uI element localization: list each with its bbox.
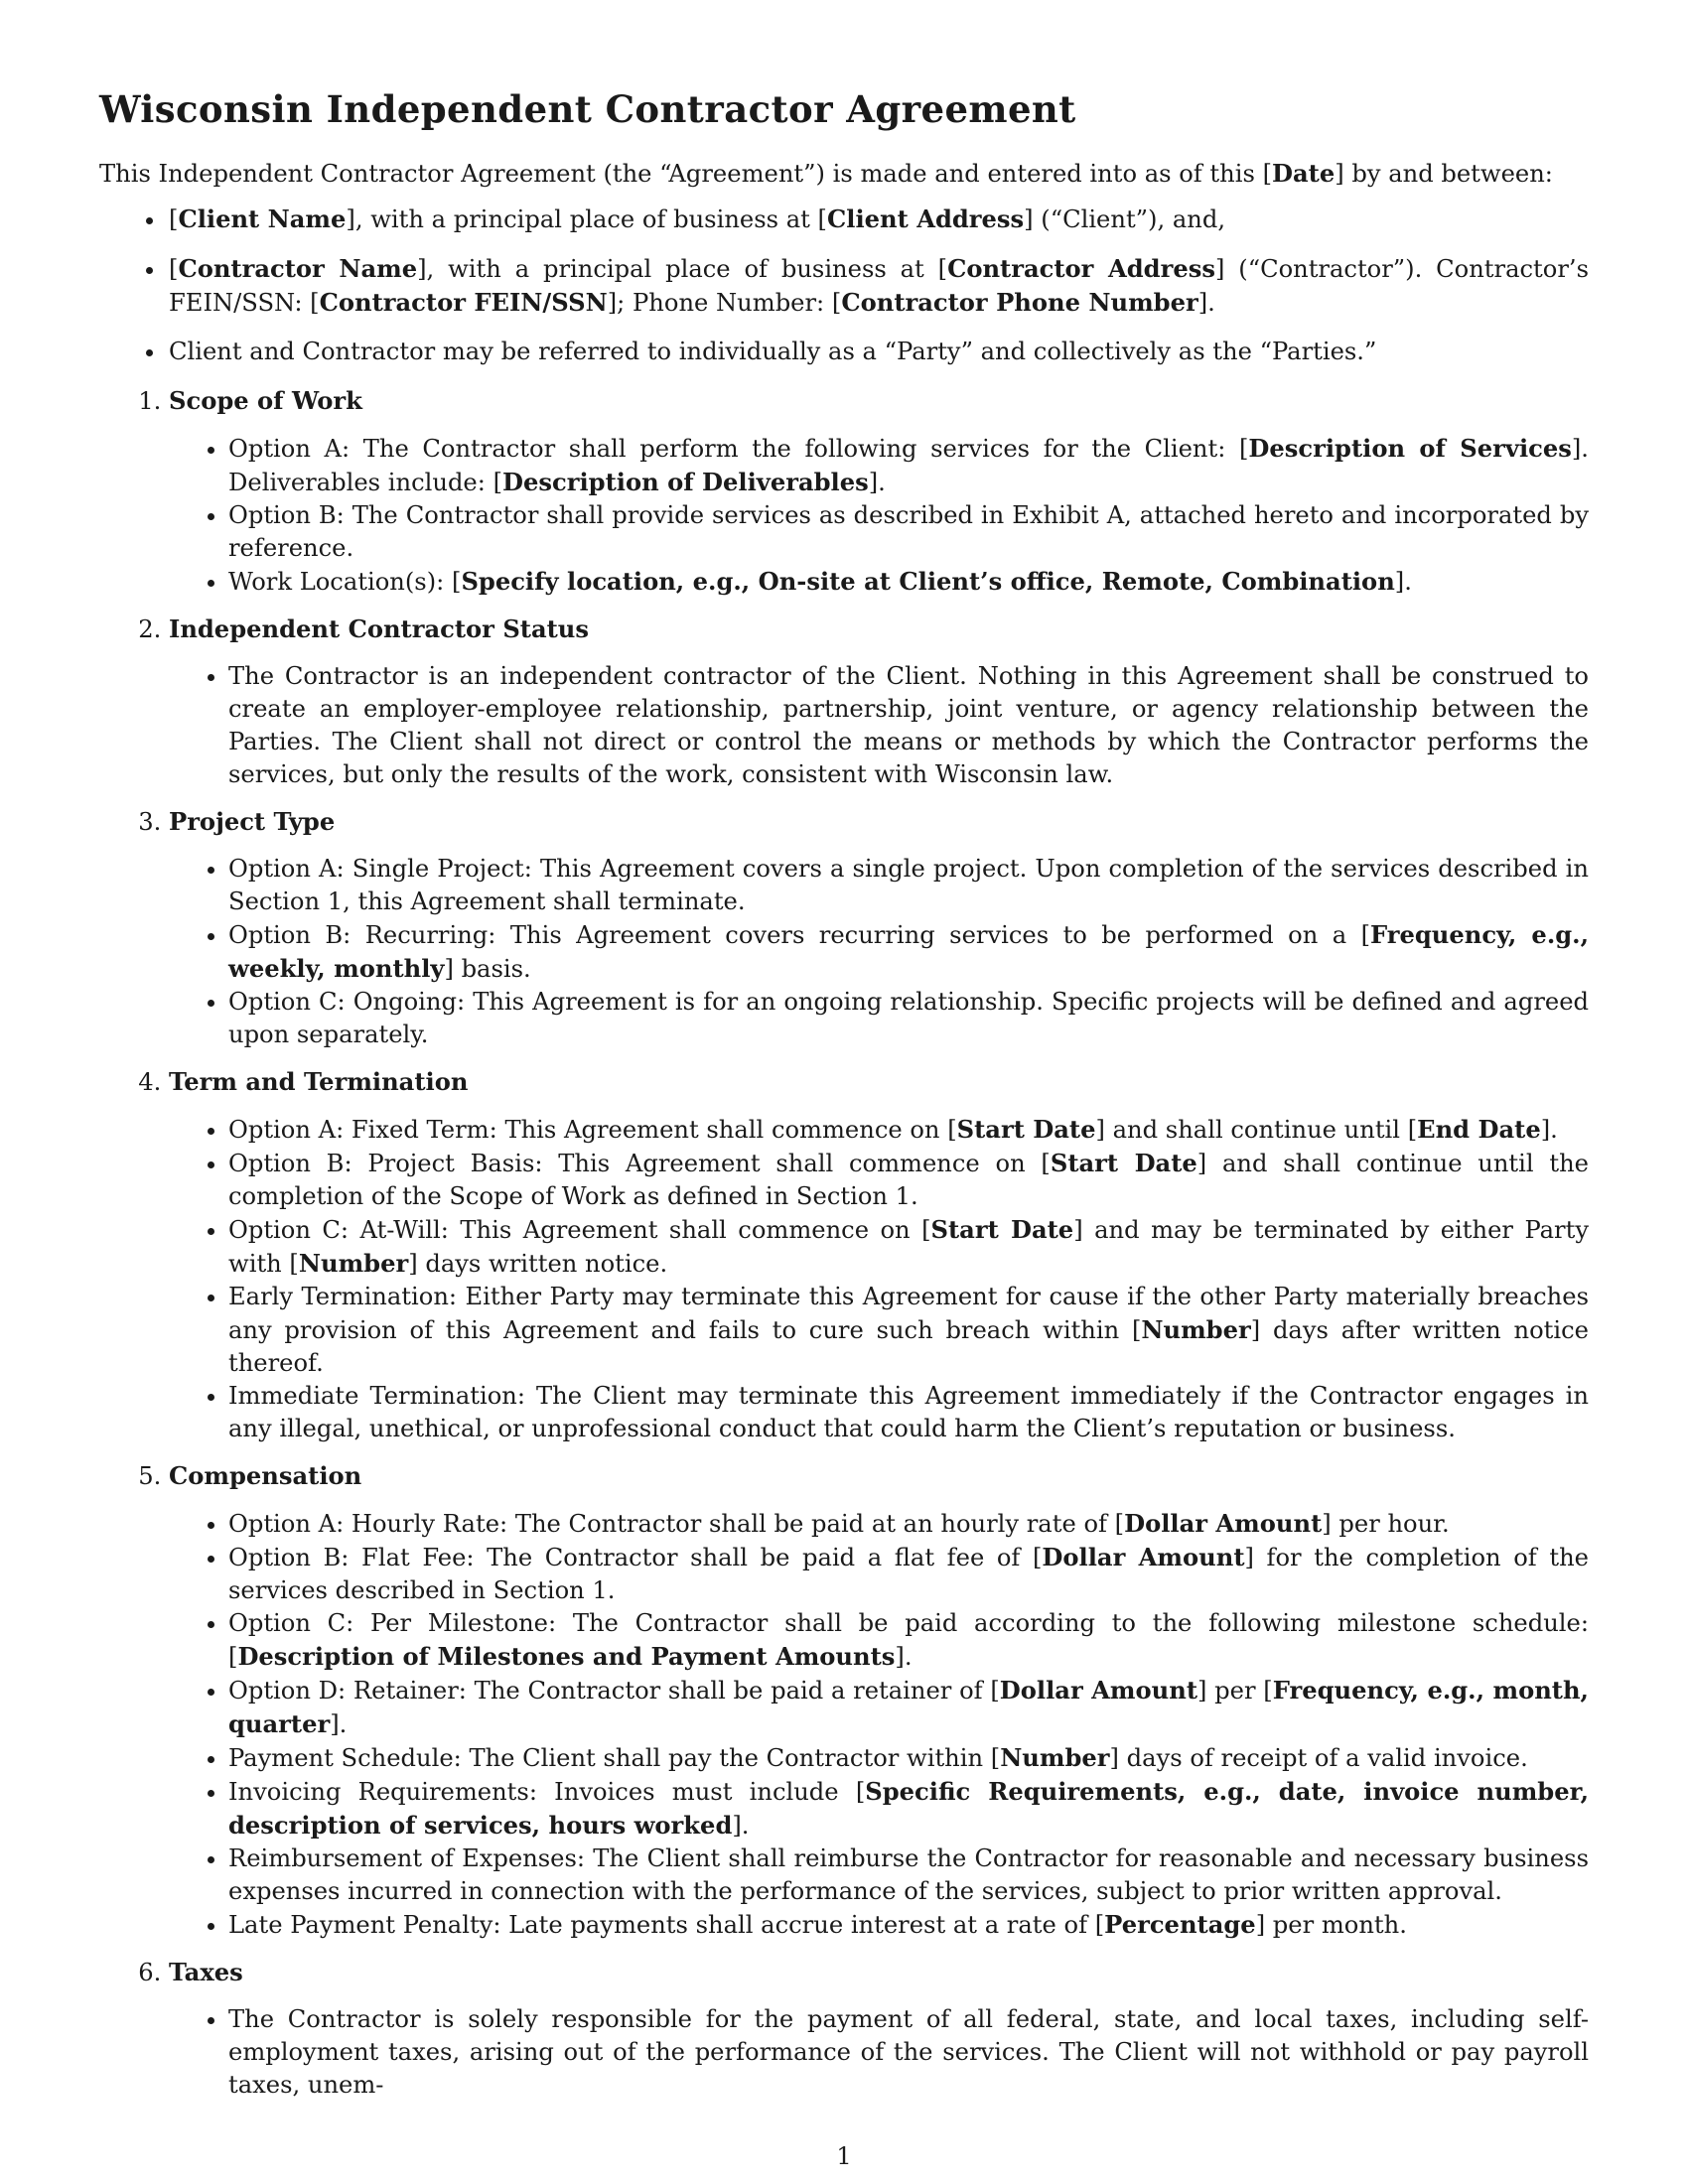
- section-1: [169, 384, 1589, 599]
- text-run: Option C: Per Milestone: The Contractor shall be paid according to the following milestone schedule: [: [228, 1609, 1589, 1671]
- document-title: Wisconsin Independent Contractor Agreement: [99, 87, 1076, 131]
- text-run: ] per month.: [1255, 1911, 1407, 1939]
- placeholder-field: Frequency, e.g., month, quarter: [228, 1676, 1589, 1738]
- text-run: ] (“Client”), and,: [1024, 205, 1226, 233]
- text-run: ], with a principal place of business at [: [417, 255, 948, 283]
- placeholder-field: Description of Deliverables: [502, 468, 869, 496]
- section-item: [228, 986, 1589, 1051]
- text-run: ] days written notice.: [408, 1250, 668, 1278]
- text-run: Client and Contractor may be referred to individually as a “Party” and collectively as the “Parties.”: [169, 338, 1377, 365]
- section-title: 4. Term and Termination: [169, 1067, 469, 1096]
- text-run: ].: [1540, 1116, 1558, 1144]
- text-run: ] and may be terminated by either Party with [: [228, 1216, 1590, 1278]
- text-run: ]. Deliverables include: [: [228, 435, 1589, 496]
- section-4: [169, 1065, 1589, 1445]
- text-run: Option C: At-Will: This Agreement shall commence on [: [228, 1216, 931, 1244]
- placeholder-field: Contractor Address: [947, 254, 1215, 283]
- text-run: ], with a principal place of business at [: [346, 205, 827, 233]
- placeholder-field: Contractor Phone Number: [841, 288, 1198, 317]
- text-run: Option A: Hourly Rate: The Contractor shall be paid at an hourly rate of [: [228, 1510, 1125, 1538]
- text-run: The Contractor is an independent contractor of the Client. Nothing in this Agreement shall be construed to create an employer-employee relationship, partnership, joint venture, or agency relationship between the Parties. The Client shall not direct or control the means or methods by which the Contractor performs the services, but only the results of the work, consistent with Wisconsin law.: [228, 662, 1589, 788]
- section-title: 1. Scope of Work: [169, 386, 362, 415]
- text-run: Work Location(s): [: [228, 568, 462, 596]
- placeholder-field: Contractor FEIN/SSN: [319, 288, 608, 317]
- section-title: 6. Taxes: [169, 1958, 243, 1986]
- section-title: 5. Compensation: [169, 1461, 362, 1490]
- placeholder-field: Dollar Amount: [1124, 1509, 1323, 1538]
- text-run: ] days of receipt of a valid invoice.: [1109, 1744, 1528, 1772]
- section-item: [228, 2003, 1589, 2102]
- section-items: [169, 660, 1589, 791]
- party-contractor: [167, 252, 1589, 320]
- section-item: [228, 1741, 1589, 1775]
- parties-list: [99, 203, 1589, 368]
- section-item: [228, 1843, 1589, 1908]
- text-run: Option A: Fixed Term: This Agreement shall commence on [: [228, 1116, 957, 1144]
- text-run: ] and shall continue until [: [1095, 1116, 1418, 1144]
- text-run: Early Termination: Either Party may terminate this Agreement for cause if the other Party materially breaches any provision of this Agreement and fails to cure such breach within [: [228, 1283, 1589, 1344]
- section-items: [169, 2003, 1589, 2102]
- text-run: ] by and between:: [1335, 160, 1553, 188]
- section-item: [228, 1908, 1589, 1942]
- section-item: [228, 432, 1589, 499]
- placeholder-field: End Date: [1417, 1115, 1541, 1144]
- text-run: Invoicing Requirements: Invoices must include [: [228, 1778, 866, 1806]
- text-run: Payment Schedule: The Client shall pay the Contractor within [: [228, 1744, 1001, 1772]
- section-items: [169, 1507, 1589, 1942]
- section-items: [169, 853, 1589, 1051]
- placeholder-field: Start Date: [956, 1115, 1096, 1144]
- section-item: [228, 1147, 1589, 1213]
- section-item: [228, 853, 1589, 918]
- text-run: ] days after written notice thereof.: [228, 1316, 1589, 1377]
- intro-paragraph: [99, 157, 1589, 191]
- placeholder-field: Number: [1141, 1315, 1251, 1344]
- text-run: ].: [895, 1643, 913, 1671]
- section-3: [169, 805, 1589, 1051]
- section-title: 2. Independent Contractor Status: [169, 614, 590, 643]
- section-item: [228, 1507, 1589, 1541]
- text-run: Late Payment Penalty: Late payments shall accrue interest at a rate of [: [228, 1911, 1105, 1939]
- text-run: ].: [1197, 289, 1215, 317]
- placeholder-field: Client Address: [827, 205, 1025, 233]
- party-client: [167, 203, 1589, 236]
- text-run: ].: [1394, 568, 1412, 596]
- section-5: [169, 1459, 1589, 1942]
- text-run: ] per hour.: [1322, 1510, 1450, 1538]
- text-run: ].: [330, 1710, 348, 1738]
- placeholder-field: Date: [1272, 159, 1336, 188]
- section-item: [228, 660, 1589, 791]
- section-item: [228, 918, 1589, 986]
- text-run: ] (“Contractor”). Contractor’s FEIN/SSN: [: [169, 255, 1589, 317]
- text-run: Option B: Recurring: This Agreement covers recurring services to be performed on a [: [228, 921, 1371, 949]
- text-run: [: [169, 205, 179, 233]
- placeholder-field: Contractor Name: [178, 254, 418, 283]
- placeholder-field: Specific Requirements, e.g., date, invoice number, description of services, hours worked: [228, 1777, 1589, 1840]
- text-run: ].: [732, 1812, 750, 1840]
- section-item: [228, 1607, 1589, 1674]
- text-run: ] for the completion of the services described in Section 1.: [228, 1544, 1589, 1604]
- text-run: ]; Phone Number: [: [607, 289, 842, 317]
- section-item: [228, 1281, 1589, 1380]
- placeholder-field: Start Date: [1050, 1149, 1197, 1177]
- placeholder-field: Dollar Amount: [1042, 1543, 1245, 1571]
- placeholder-field: Number: [298, 1249, 409, 1278]
- placeholder-field: Number: [1000, 1743, 1110, 1772]
- placeholder-field: Frequency, e.g., weekly, monthly: [228, 920, 1589, 983]
- text-run: Option D: Retainer: The Contractor shall be paid a retainer of [: [228, 1677, 1000, 1705]
- placeholder-field: Percentage: [1104, 1910, 1256, 1939]
- section-item: [228, 499, 1589, 565]
- text-run: Immediate Termination: The Client may terminate this Agreement immediately if the Contractor engages in any illegal, unethical, or unprofessional conduct that could harm the Client’s reputation or business.: [228, 1382, 1589, 1442]
- text-run: Option B: Project Basis: This Agreement shall commence on [: [228, 1150, 1051, 1177]
- placeholder-field: Description of Services: [1248, 434, 1572, 463]
- sections-list: [99, 384, 1589, 2102]
- section-item: [228, 1213, 1589, 1281]
- section-2: [169, 613, 1589, 791]
- section-item: [228, 1775, 1589, 1843]
- section-item: [228, 1674, 1589, 1741]
- section-6: [169, 1956, 1589, 2102]
- section-title: 3. Project Type: [169, 807, 336, 836]
- text-run: Option B: Flat Fee: The Contractor shall be paid a flat fee of [: [228, 1544, 1043, 1571]
- text-run: The Contractor is solely responsible for the payment of all federal, state, and local taxes, including self-employment taxes, arising out of the performance of the services. The Client will not withhold or pay payroll taxes, unem-: [228, 2005, 1589, 2099]
- placeholder-field: Description of Milestones and Payment Amounts: [237, 1642, 896, 1671]
- text-run: Option C: Ongoing: This Agreement is for an ongoing relationship. Specific projects will be defined and agreed upon separately.: [228, 988, 1589, 1048]
- text-run: ] per [: [1197, 1677, 1273, 1705]
- section-item: [228, 1541, 1589, 1607]
- placeholder-field: Start Date: [930, 1215, 1074, 1244]
- parties-definition: [167, 336, 1589, 368]
- page-number: 1: [836, 2142, 852, 2170]
- text-run: Reimbursement of Expenses: The Client shall reimburse the Contractor for reasonable and necessary business expenses incurred in connection with the performance of the services, subject to prior written approval.: [228, 1844, 1589, 1905]
- placeholder-field: Dollar Amount: [999, 1676, 1197, 1705]
- section-item: [228, 1113, 1589, 1147]
- placeholder-field: Client Name: [178, 205, 347, 233]
- section-item: [228, 565, 1589, 599]
- text-run: ] basis.: [444, 955, 531, 983]
- document-page: [99, 87, 1589, 2116]
- text-run: [: [169, 255, 179, 283]
- section-items: [169, 1113, 1589, 1445]
- text-run: Option A: The Contractor shall perform the following services for the Client: [: [228, 435, 1249, 463]
- section-items: [169, 432, 1589, 599]
- text-run: ].: [868, 469, 886, 496]
- text-run: Option B: The Contractor shall provide services as described in Exhibit A, attached hereto and incorporated by reference.: [228, 501, 1589, 562]
- text-run: Option A: Single Project: This Agreement covers a single project. Upon completion of the services described in Section 1, this Agreement shall terminate.: [228, 855, 1589, 915]
- text-run: ] and shall continue until the completion of the Scope of Work as defined in Section 1.: [228, 1150, 1589, 1210]
- section-item: [228, 1380, 1589, 1445]
- text-run: This Independent Contractor Agreement (the “Agreement”) is made and entered into as of this [: [99, 160, 1273, 188]
- placeholder-field: Specify location, e.g., On-site at Client’s office, Remote, Combination: [461, 567, 1395, 596]
